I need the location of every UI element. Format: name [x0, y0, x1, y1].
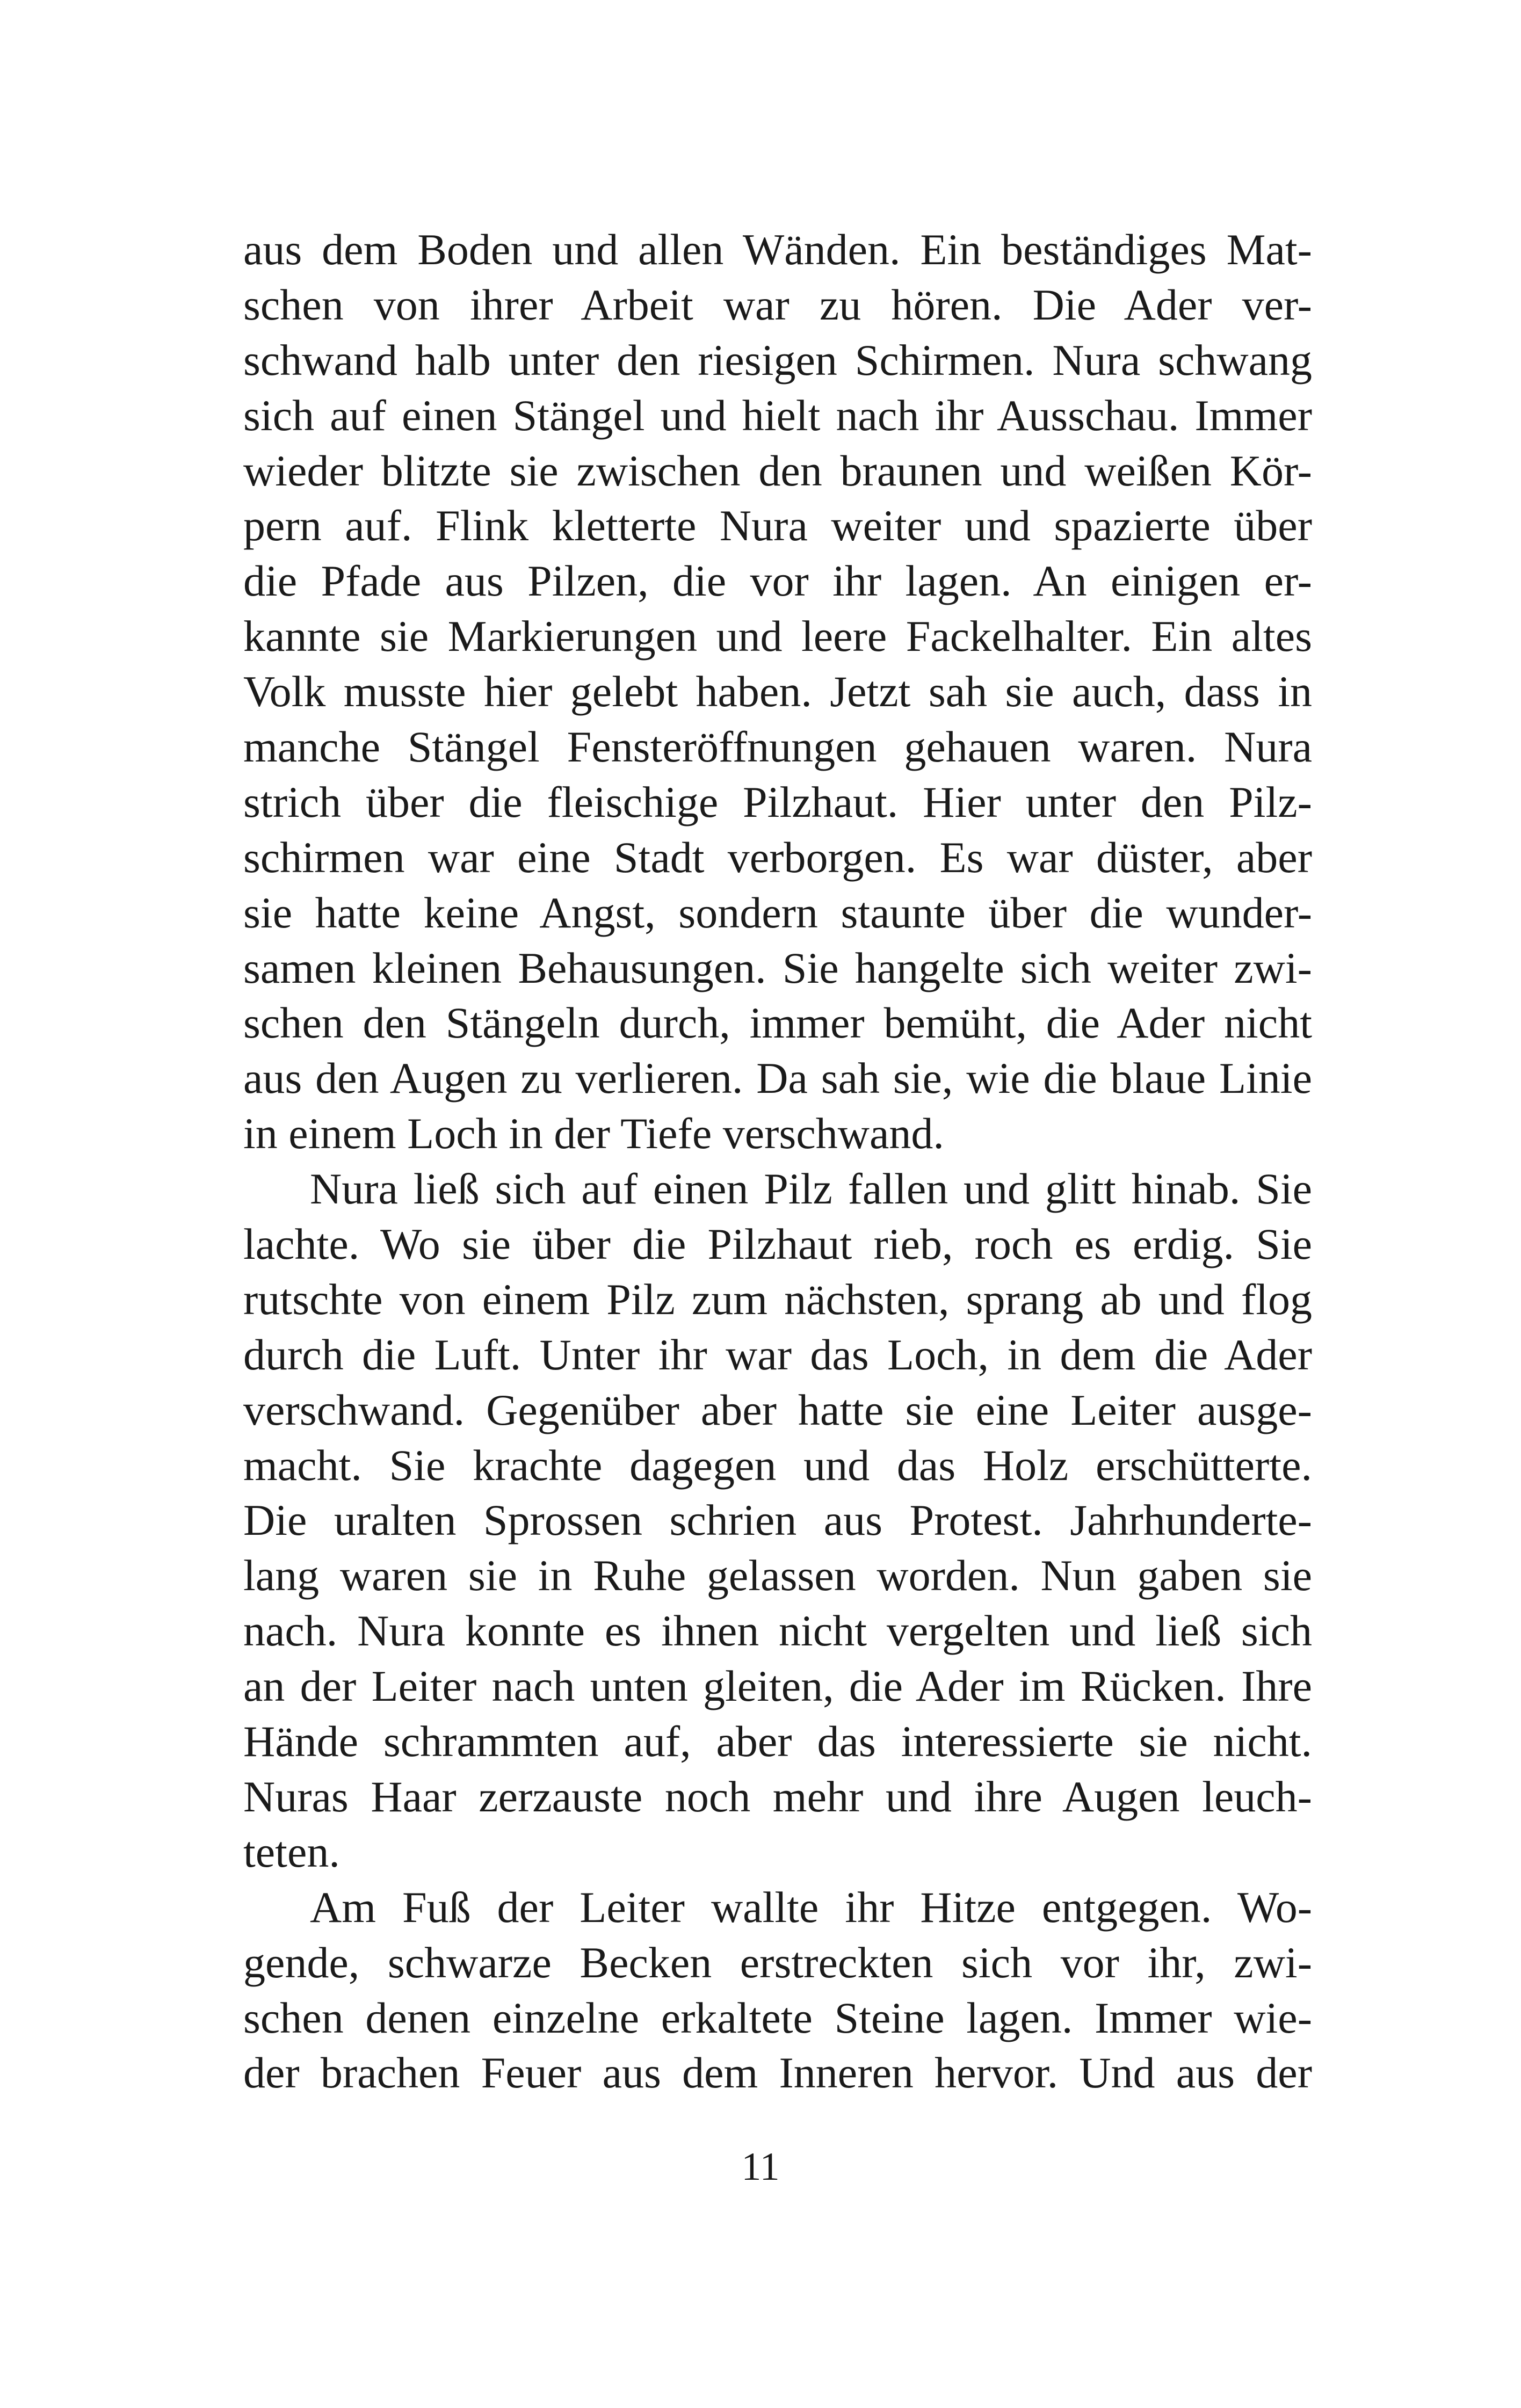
text-line: macht. Sie krachte dagegen und das Holz erschütterte.	[243, 1440, 1312, 1490]
text-line: sich auf einen Stängel und hielt nach ihr Ausschau. Immer	[243, 390, 1312, 440]
text-line: schirmen war eine Stadt verborgen. Es war düster, aber	[243, 832, 1312, 882]
text-line: aus den Augen zu verlieren. Da sah sie, wie die blaue Linie	[243, 1054, 1312, 1103]
text-line: lachte. Wo sie über die Pilzhaut rieb, roch es erdig. Sie	[243, 1220, 1312, 1269]
text-line: Volk musste hier gelebt haben. Jetzt sah sie auch, dass in	[243, 667, 1312, 716]
text-line: Nura ließ sich auf einen Pilz fallen und glitt hinab. Sie	[310, 1164, 1312, 1214]
text-line: aus dem Boden und allen Wänden. Ein beständiges Mat-	[243, 225, 1312, 274]
text-line: sie hatte keine Angst, sondern staunte über die wunder-	[243, 888, 1312, 937]
text-line: schen den Stängeln durch, immer bemüht, die Ader nicht	[243, 998, 1312, 1048]
body-text	[243, 222, 1312, 2101]
text-line: gende, schwarze Becken erstreckten sich vor ihr, zwi-	[243, 1938, 1312, 1987]
text-line: der brachen Feuer aus dem Inneren hervor. Und aus der	[243, 2048, 1312, 2098]
text-line: durch die Luft. Unter ihr war das Loch, in dem die Ader	[243, 1330, 1312, 1379]
text-line: rutschte von einem Pilz zum nächsten, sprang ab und flog	[243, 1274, 1312, 1324]
text-line: wieder blitzte sie zwischen den braunen und weißen Kör-	[243, 446, 1312, 495]
text-line: in einem Loch in der Tiefe verschwand.	[243, 1109, 944, 1158]
text-line: schen denen einzelne erkaltete Steine lagen. Immer wie-	[243, 1993, 1312, 2042]
paragraph	[243, 1162, 1312, 1880]
text-line: teten.	[243, 1827, 340, 1876]
text-line: nach. Nura konnte es ihnen nicht vergelten und ließ sich	[243, 1606, 1312, 1656]
text-line: Am Fuß der Leiter wallte ihr Hitze entgegen. Wo-	[310, 1882, 1312, 1932]
paragraph	[243, 222, 1312, 1162]
text-line: kannte sie Markierungen und leere Fackelhalter. Ein altes	[243, 612, 1312, 661]
text-line: Die uralten Sprossen schrien aus Protest. Jahrhunderte-	[243, 1496, 1312, 1545]
text-line: lang waren sie in Ruhe gelassen worden. Nun gaben sie	[243, 1551, 1312, 1600]
text-line: strich über die fleischige Pilzhaut. Hier unter den Pilz-	[243, 777, 1312, 826]
text-line: samen kleinen Behausungen. Sie hangelte sich weiter zwi-	[243, 943, 1312, 992]
text-line: die Pfade aus Pilzen, die vor ihr lagen. An einigen er-	[243, 556, 1312, 606]
text-line: Hände schrammten auf, aber das interessierte sie nicht.	[243, 1717, 1312, 1766]
text-line: schen von ihrer Arbeit war zu hören. Die Ader ver-	[243, 280, 1312, 329]
text-line: Nuras Haar zerzauste noch mehr und ihre Augen leuch-	[243, 1772, 1312, 1821]
text-line: verschwand. Gegenüber aber hatte sie eine Leiter ausge-	[243, 1385, 1312, 1434]
text-line: schwand halb unter den riesigen Schirmen. Nura schwang	[243, 335, 1312, 385]
page-number: 11	[741, 2145, 780, 2189]
paragraph	[243, 1880, 1312, 2101]
text-line: manche Stängel Fensteröffnungen gehauen waren. Nura	[243, 722, 1312, 772]
text-line: pern auf. Flink kletterte Nura weiter und spazierte über	[243, 501, 1312, 550]
text-line: an der Leiter nach unten gleiten, die Ader im Rücken. Ihre	[243, 1662, 1312, 1711]
